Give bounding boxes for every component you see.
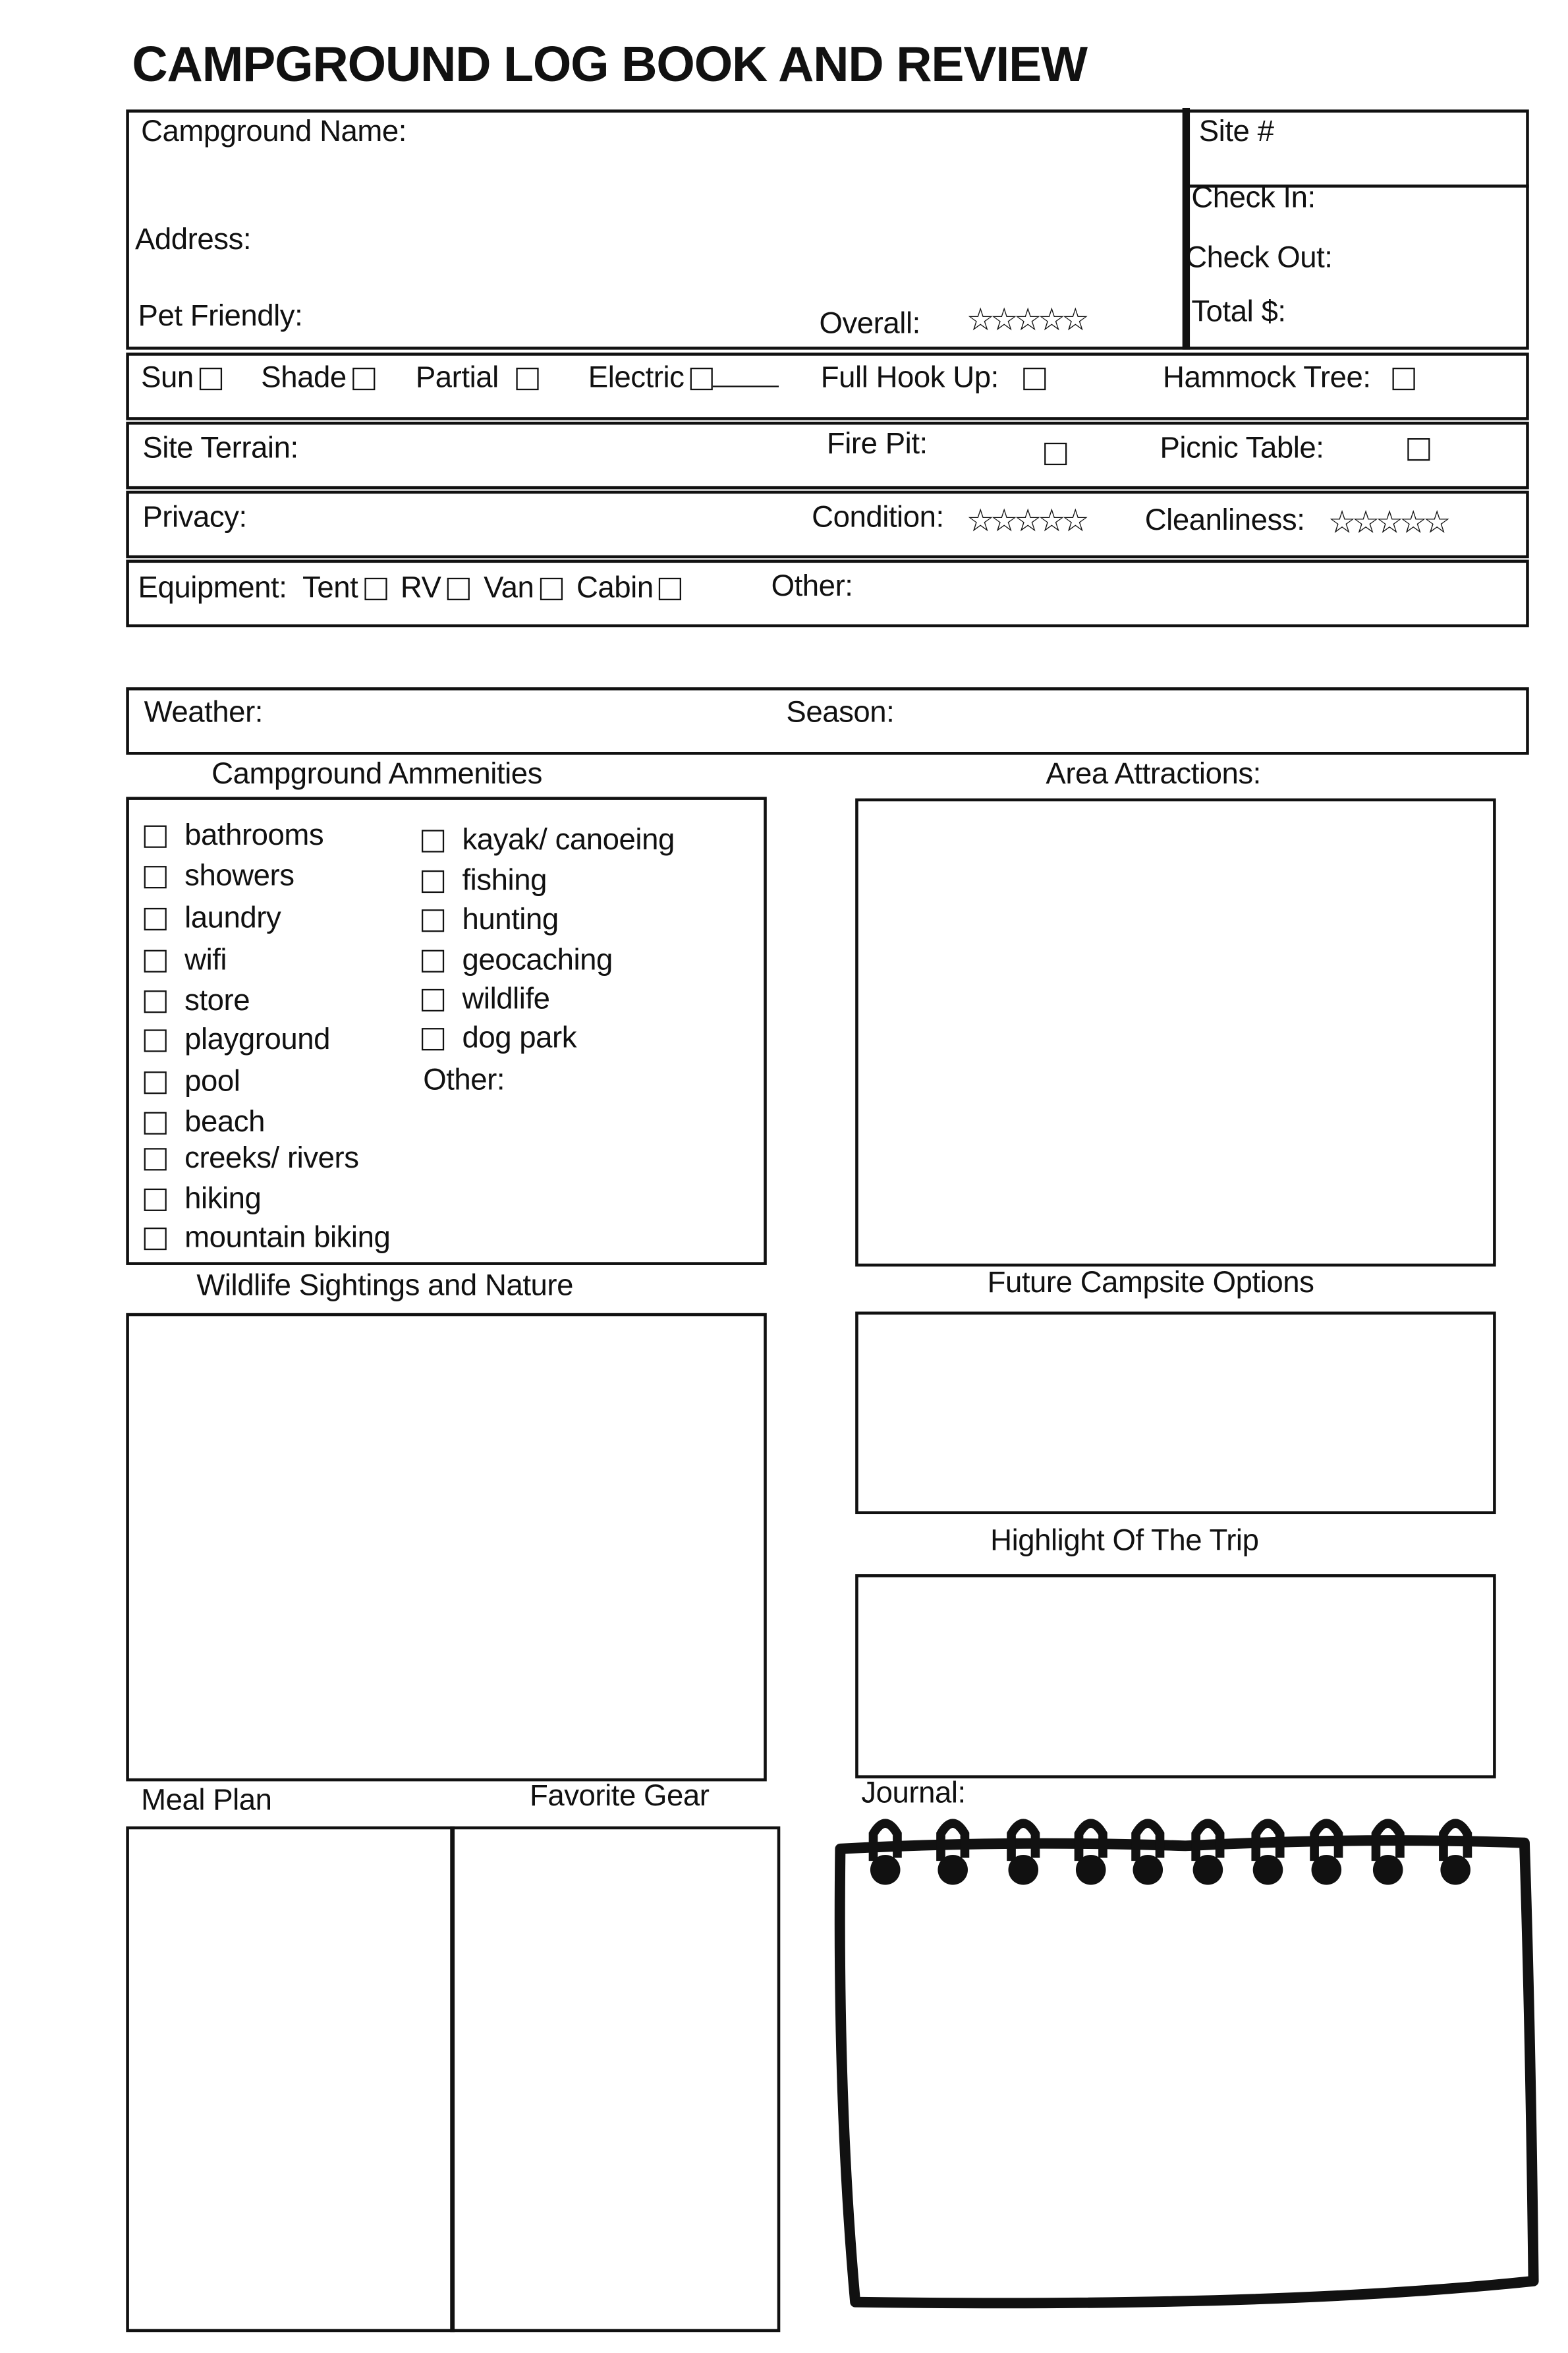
total-cost-label[interactable]: Total $:	[1191, 295, 1286, 329]
equipment-label: Equipment:	[138, 571, 287, 605]
highlight-box[interactable]	[855, 1574, 1496, 1778]
amenity-item[interactable]	[144, 1142, 359, 1176]
tent-label: Tent	[302, 571, 358, 605]
amenity-item[interactable]	[144, 820, 324, 854]
amenity-label: bathrooms	[184, 819, 324, 853]
cleanliness-label: Cleanliness:	[1144, 504, 1305, 538]
amenity-checkbox[interactable]	[144, 1228, 167, 1250]
picnic-table-checkbox[interactable]	[1407, 438, 1430, 461]
cabin-checkbox[interactable]	[659, 578, 682, 600]
favorite-gear-box[interactable]	[450, 1827, 780, 2333]
divider	[1183, 108, 1190, 350]
future-campsite-heading: Future Campsite Options	[987, 1266, 1314, 1300]
tent-checkbox[interactable]	[364, 578, 386, 600]
spiral-ring-icon	[870, 1823, 901, 1885]
picnic-table-label: Picnic Table:	[1160, 432, 1324, 466]
shade-checkbox[interactable]	[352, 368, 375, 390]
amenity-label: hunting	[462, 903, 559, 937]
amenity-item[interactable]	[422, 983, 550, 1017]
other-equipment-label[interactable]: Other:	[771, 570, 853, 604]
amenity-item[interactable]	[422, 865, 547, 899]
amenities-other-label[interactable]: Other:	[423, 1063, 505, 1097]
amenity-label: creeks/ rivers	[184, 1142, 359, 1176]
amenity-checkbox[interactable]	[144, 866, 167, 888]
area-attractions-box[interactable]	[855, 799, 1496, 1267]
amenity-checkbox[interactable]	[144, 950, 167, 973]
amenity-item[interactable]	[144, 1106, 265, 1141]
amenity-item[interactable]	[144, 1183, 262, 1217]
amenity-label: fishing	[462, 864, 547, 897]
cleanliness-rating-stars[interactable]: ☆☆☆☆☆	[1328, 504, 1447, 540]
amenity-label: beach	[184, 1106, 265, 1139]
amenity-checkbox[interactable]	[422, 909, 444, 932]
check-in-label[interactable]: Check In:	[1191, 181, 1316, 215]
spiral-ring-icon	[1076, 1823, 1106, 1885]
amenity-item[interactable]	[144, 1023, 330, 1058]
amenity-label: store	[184, 984, 250, 1018]
weather-label[interactable]: Weather:	[144, 696, 263, 729]
meal-plan-heading: Meal Plan	[141, 1784, 272, 1818]
amenity-item[interactable]	[422, 944, 613, 978]
amenity-item[interactable]	[144, 1065, 240, 1100]
favorite-gear-heading: Favorite Gear	[529, 1780, 710, 1813]
shade-label: Shade	[261, 361, 347, 395]
amenity-checkbox[interactable]	[422, 870, 444, 893]
rv-checkbox[interactable]	[447, 578, 470, 600]
spiral-ring-icon	[1133, 1823, 1163, 1885]
amenity-checkbox[interactable]	[144, 1112, 167, 1135]
hammock-tree-checkbox[interactable]	[1391, 368, 1414, 390]
wildlife-box[interactable]	[126, 1313, 766, 1782]
electric-label: Electric	[588, 361, 685, 395]
sun-checkbox[interactable]	[200, 368, 222, 390]
amenity-label: playground	[184, 1023, 330, 1057]
amenity-label: wildlife	[462, 982, 550, 1016]
spiral-ring-icon	[1193, 1823, 1223, 1885]
partial-checkbox[interactable]	[517, 368, 539, 390]
spiral-ring-icon	[938, 1823, 968, 1885]
season-label[interactable]: Season:	[786, 696, 895, 729]
area-attractions-heading: Area Attractions:	[1046, 758, 1261, 791]
amenity-checkbox[interactable]	[144, 826, 167, 848]
amenity-label: dog park	[462, 1021, 577, 1056]
amenity-checkbox[interactable]	[422, 1028, 444, 1050]
amenity-checkbox[interactable]	[422, 950, 444, 973]
van-checkbox[interactable]	[540, 578, 563, 600]
amenity-checkbox[interactable]	[422, 989, 444, 1011]
journal-notebook-drawing[interactable]	[826, 1801, 1546, 2326]
amenity-label: pool	[184, 1065, 240, 1099]
wildlife-heading: Wildlife Sightings and Nature	[196, 1269, 574, 1303]
amenity-item[interactable]	[422, 824, 675, 858]
pet-friendly-label[interactable]: Pet Friendly:	[138, 300, 303, 333]
campground-name-label[interactable]: Campground Name:	[141, 115, 406, 149]
amenity-checkbox[interactable]	[144, 990, 167, 1013]
rv-label: RV	[400, 571, 441, 605]
fire-pit-label: Fire Pit:	[826, 428, 928, 461]
electric-blank[interactable]	[713, 385, 779, 387]
highlight-heading: Highlight Of The Trip	[990, 1524, 1259, 1558]
amenity-label: showers	[184, 860, 294, 893]
overall-label: Overall:	[819, 307, 920, 341]
page-title: CAMPGROUND LOG BOOK AND REVIEW	[132, 36, 1087, 92]
partial-label: Partial	[415, 361, 499, 395]
future-campsite-box[interactable]	[855, 1312, 1496, 1514]
site-number-label[interactable]: Site #	[1198, 115, 1274, 149]
meal-plan-box[interactable]	[126, 1827, 455, 2333]
condition-label: Condition:	[812, 501, 944, 534]
fire-pit-checkbox[interactable]	[1044, 443, 1067, 465]
van-label: Van	[484, 571, 534, 605]
sun-label: Sun	[141, 361, 194, 395]
amenities-heading: Campground Ammenities	[211, 758, 542, 791]
amenity-item[interactable]	[422, 903, 559, 938]
amenity-checkbox[interactable]	[144, 1148, 167, 1170]
amenity-item[interactable]	[144, 860, 294, 894]
address-label[interactable]: Address:	[134, 223, 252, 257]
amenity-label: wifi	[184, 944, 227, 977]
amenity-item[interactable]	[144, 1222, 391, 1256]
site-terrain-label[interactable]: Site Terrain:	[142, 432, 298, 466]
amenity-item[interactable]	[144, 902, 281, 936]
amenity-label: mountain biking	[184, 1221, 391, 1255]
full-hook-up-checkbox[interactable]	[1022, 368, 1045, 390]
amenity-checkbox[interactable]	[144, 1029, 167, 1052]
spiral-ring-icon	[1008, 1823, 1038, 1885]
cabin-label: Cabin	[576, 571, 654, 605]
electric-checkbox[interactable]	[690, 368, 713, 390]
amenity-item[interactable]	[422, 1022, 576, 1056]
amenity-item[interactable]	[144, 944, 227, 978]
amenity-checkbox[interactable]	[144, 908, 167, 930]
check-out-label[interactable]: Check Out:	[1185, 241, 1333, 275]
hammock-tree-label: Hammock Tree:	[1163, 361, 1371, 395]
amenity-label: kayak/ canoeing	[462, 824, 675, 857]
amenity-label: geocaching	[462, 944, 613, 977]
journal-heading: Journal:	[861, 1776, 966, 1810]
spiral-ring-icon	[1253, 1823, 1283, 1885]
amenity-item[interactable]	[144, 984, 250, 1019]
spiral-ring-icon	[1312, 1823, 1342, 1885]
amenity-checkbox[interactable]	[144, 1071, 167, 1094]
amenity-checkbox[interactable]	[144, 1189, 167, 1211]
condition-rating-stars[interactable]: ☆☆☆☆☆	[966, 502, 1085, 539]
amenity-label: laundry	[184, 901, 281, 935]
overall-rating-stars[interactable]: ☆☆☆☆☆	[966, 301, 1085, 338]
privacy-label[interactable]: Privacy:	[142, 501, 247, 534]
amenity-label: hiking	[184, 1182, 262, 1216]
spiral-ring-icon	[1373, 1823, 1403, 1885]
spiral-ring-icon	[1440, 1823, 1470, 1885]
full-hook-up-label: Full Hook Up:	[820, 361, 999, 395]
amenity-checkbox[interactable]	[422, 830, 444, 852]
